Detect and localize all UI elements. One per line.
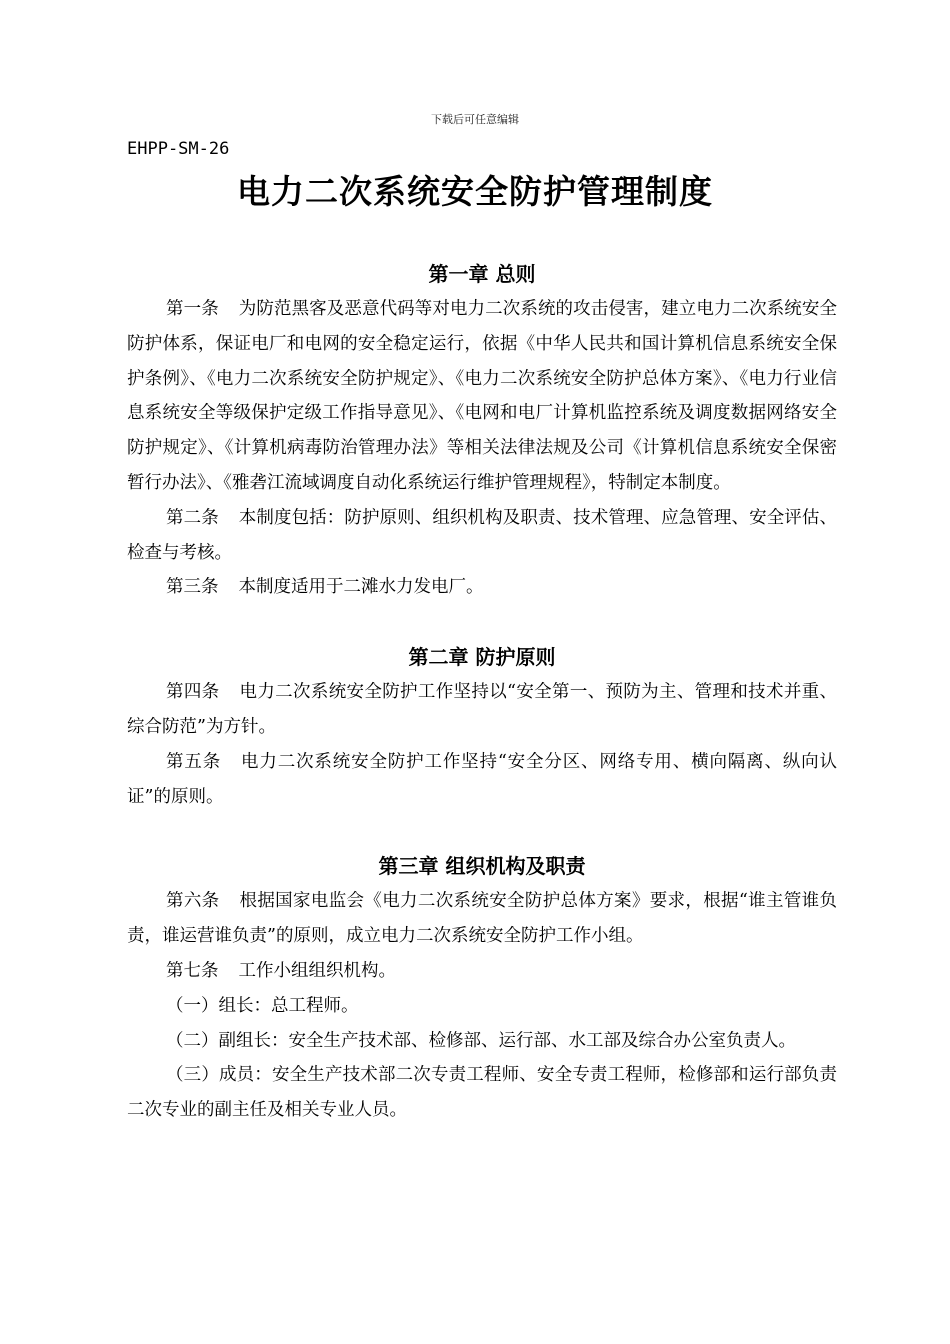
article-paragraph [127, 884, 837, 954]
list-item-text: （二）副组长：安全生产技术部、检修部、运行部、水工部及综合办公室负责人。 [166, 1030, 796, 1051]
list-item-text: （三）成员：安全生产技术部二次专责工程师、安全专责工程师，检修部和运行部负责二次专业的副主任及相关专业人员。 [127, 1065, 837, 1121]
article-text: 电力二次系统安全防护工作坚持“安全分区、网络专用、横向隔离、纵向认证”的原则。 [127, 751, 838, 807]
document-title: 电力二次系统安全防护管理制度 [237, 172, 713, 211]
document-body [127, 256, 837, 1128]
article-text: 工作小组组织机构。 [238, 960, 396, 981]
chapter-heading: 第一章 总则 [428, 262, 536, 286]
article-paragraph [127, 954, 837, 989]
list-item [127, 1024, 837, 1059]
article-paragraph [127, 292, 837, 501]
article-paragraph [127, 501, 837, 571]
chapter-heading: 第三章 组织机构及职责 [378, 854, 586, 879]
article-paragraph [127, 675, 837, 745]
document-code: EHPP-SM-26 [127, 139, 230, 159]
list-item [127, 989, 837, 1024]
article-text: 本制度适用于二滩水力发电厂。 [238, 577, 484, 598]
article-paragraph [127, 570, 837, 605]
chapter-heading: 第二章 防护原则 [408, 645, 556, 670]
list-item-text: （一）组长：总工程师。 [166, 995, 359, 1016]
article-label: 第一条 [166, 299, 219, 319]
article-paragraph [127, 745, 837, 815]
article-text: 根据国家电监会《电力二次系统安全防护总体方案》要求，根据“谁主管谁负责，谁运营谁负责”的原则，成立电力二次系统安全防护工作小组。 [127, 891, 838, 947]
header-note: 下载后可任意编辑 [431, 113, 519, 126]
article-label: 第七条 [166, 960, 219, 981]
list-item [127, 1058, 837, 1128]
article-label: 第六条 [166, 891, 220, 912]
article-label: 第四条 [166, 682, 220, 703]
article-label: 第五条 [166, 751, 222, 772]
article-text: 电力二次系统安全防护工作坚持以“安全第一、预防为主、管理和技术并重、综合防范”为方针。 [127, 682, 838, 737]
article-label: 第二条 [166, 507, 219, 528]
article-label: 第三条 [166, 577, 219, 598]
article-text: 本制度包括：防护原则、组织机构及职责、技术管理、应急管理、安全评估、检查与考核。 [127, 507, 838, 563]
article-text: 为防范黑客及恶意代码等对电力二次系统的攻击侵害，建立电力二次系统安全防护体系，保证电厂和电网的安全稳定运行，依据《中华人民共和国计算机信息系统安全保护条例》、《电力二次系统安全防护规定》、《电力二次系统安全防护总体方案》、《电力行业信息系统安全等级保护定级工作指导意见》、《电网和电厂计算机监控系统及调度数据网络安全防护规定》、《计算机病毒防治管理办法》等相关法律法规及公司《计算机信息系统安全保密暂行办法》、《雅砻江流域调度自动化系统运行维护管理规程》，特制定本制度。 [127, 299, 838, 493]
